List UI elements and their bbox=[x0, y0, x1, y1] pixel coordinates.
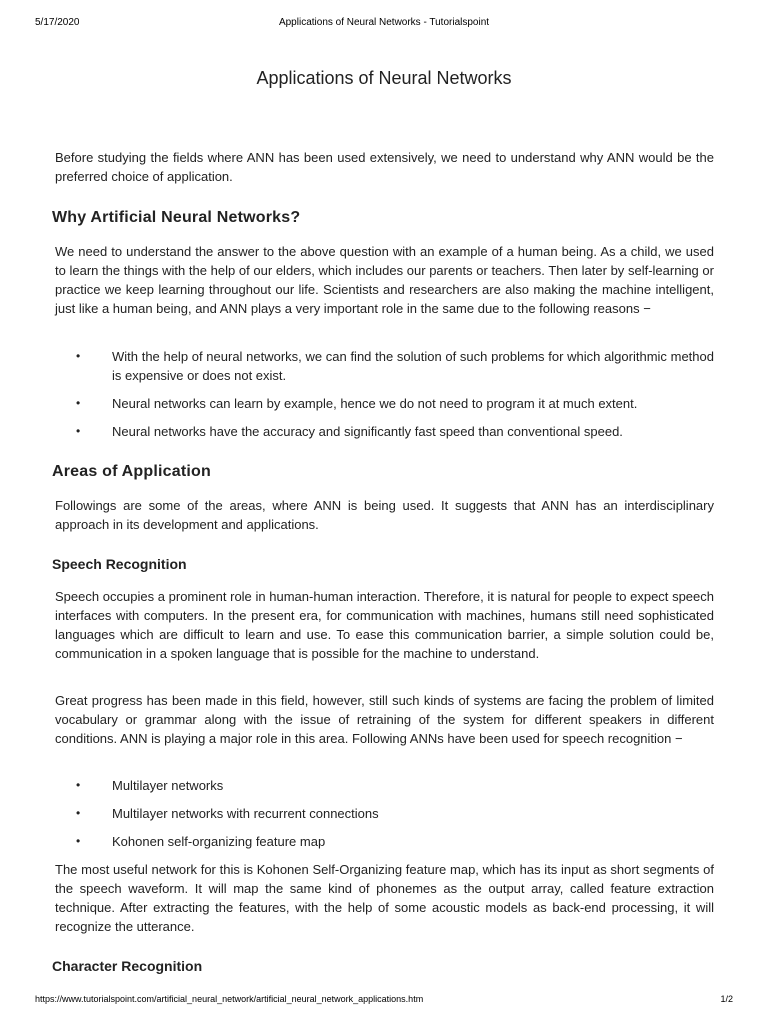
print-title: Applications of Neural Networks - Tutorialspoint bbox=[278, 17, 490, 28]
list-item: • Multilayer networks with recurrent connections bbox=[0, 804, 714, 823]
page-url: https://www.tutorialspoint.com/artificial_neural_network/artificial_neural_network_applications.htm bbox=[35, 994, 424, 1004]
page-number: 1/2 bbox=[720, 994, 733, 1004]
speech-networks-list bbox=[0, 776, 768, 851]
list-item: • Neural networks can learn by example, hence we do not need to program it at much extent. bbox=[0, 394, 714, 413]
speech-paragraph-1: Speech occupies a prominent role in human-human interaction. Therefore, it is natural for people to expect speech interfaces with computers. In the present era, for communication with machines, humans still need sophisticated languages which are difficult to learn and use. To ease this communication barrier, a simple solution could be, communication in a spoken language that is possible for the machine to understand. bbox=[55, 589, 714, 661]
heading-speech-recognition: Speech Recognition bbox=[52, 556, 187, 572]
heading-areas: Areas of Application bbox=[52, 463, 211, 480]
print-header bbox=[35, 17, 733, 31]
speech-paragraph-2: Great progress has been made in this field, however, still such kinds of systems are facing the problem of limited vocabulary or grammar along with the issue of retraining of the system for different speakers in different conditions. ANN is playing a major role in this area. Following ANNs have been used for speech recognition − bbox=[55, 693, 714, 746]
heading-character-recognition: Character Recognition bbox=[52, 958, 203, 974]
speech-paragraph-3: The most useful network for this is Kohonen Self-Organizing feature map, which has its input as short segments of the speech waveform. It will map the same kind of phonemes as the output array, called feature extraction technique. After extracting the features, with the help of some acoustic models as back-end processing, it will recognize the utterance. bbox=[55, 862, 714, 934]
list-item: • Multilayer networks bbox=[0, 776, 714, 795]
print-date: 5/17/2020 bbox=[35, 17, 80, 28]
areas-paragraph: Followings are some of the areas, where ANN is being used. It suggests that ANN has an interdisciplinary approach in its development and applications. bbox=[55, 498, 714, 532]
heading-why-ann: Why Artificial Neural Networks? bbox=[52, 209, 301, 226]
page-title: Applications of Neural Networks bbox=[256, 68, 512, 88]
list-item: • Neural networks have the accuracy and significantly fast speed than conventional speed. bbox=[0, 422, 714, 441]
print-footer bbox=[35, 994, 733, 1008]
list-item: • Kohonen self-organizing feature map bbox=[0, 832, 714, 851]
intro-paragraph: Before studying the fields where ANN has been used extensively, we need to understand why ANN would be the preferred choice of application. bbox=[55, 150, 714, 184]
list-item: • With the help of neural networks, we can find the solution of such problems for which algorithmic method is expensive or does not exist. bbox=[0, 347, 714, 385]
why-ann-paragraph: We need to understand the answer to the above question with an example of a human being. As a child, we used to learn the things with the help of our elders, which includes our parents or teachers. Then later by self-learning or practice we keep learning throughout our life. Scientists and researchers are also making the machine intelligent, just like a human being, and ANN plays a very important role in the same due to the following reasons − bbox=[55, 244, 714, 316]
reasons-list bbox=[0, 347, 768, 441]
